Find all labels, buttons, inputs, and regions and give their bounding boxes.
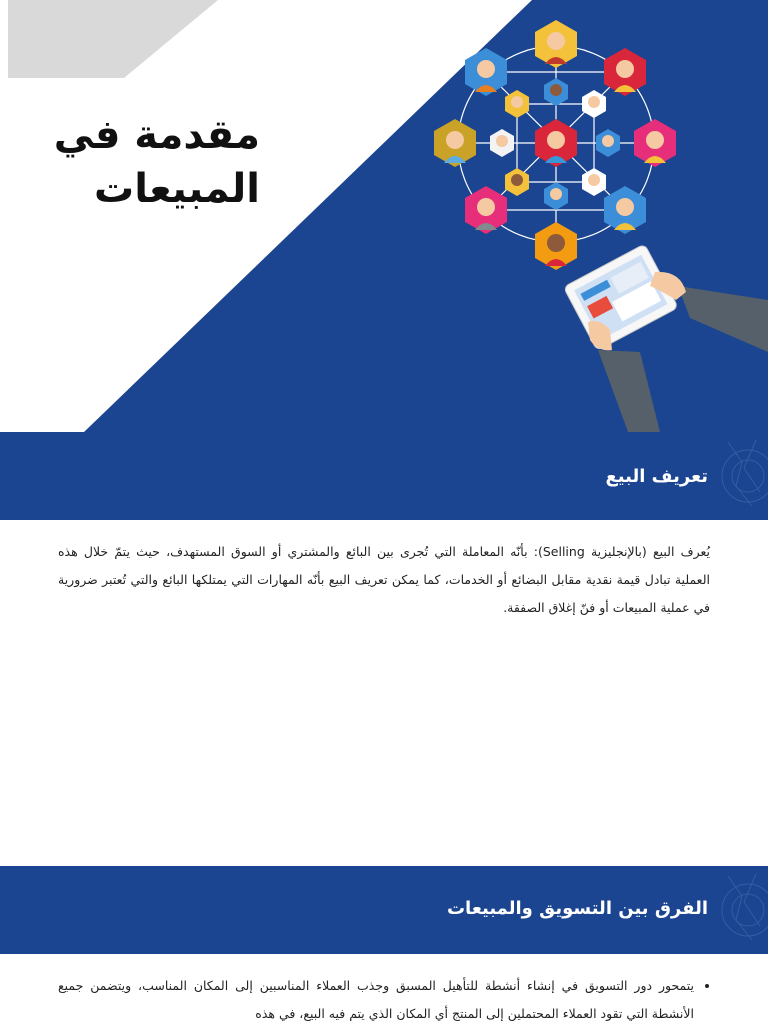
pattern-decoration-icon	[708, 866, 768, 954]
navy-triangle	[84, 0, 768, 432]
title-line-1: مقدمة في	[53, 112, 260, 158]
section-header-definition	[0, 432, 768, 520]
page-title	[20, 108, 260, 216]
section-heading: الفرق بين التسويق والمبيعات	[446, 898, 708, 919]
difference-bullet-list	[58, 972, 710, 1028]
section-heading: تعريف البيع	[605, 466, 708, 487]
title-line-2: المبيعات	[94, 166, 260, 212]
pattern-decoration-icon	[708, 432, 768, 520]
definition-paragraph: يُعرف البيع (بالإنجليزية Selling): بأنّه المعاملة التي تُجرى بين البائع والمشتري أو السوق المستهدف، حيث يتمّ خلال هذه العملية تبادل قيمة نقدية مقابل البضائع أو الخدمات، كما يمكن تعريف البيع بأنّه المهارات التي يمتلكها البائع والتي تُعتبر ضرورية في عملية المبيعات أو فنّ إغلاق الصفقة.	[58, 544, 711, 615]
gray-tab-shape	[8, 0, 218, 78]
list-item: • يتمحور دور التسويق في إنشاء أنشطة للتأهيل المسبق وجذب العملاء المناسبين إلى المكان المناسب، ويتضمن جميع الأنشطة التي تقود العملاء المحتملين إلى المنتج أي المكان الذي يتم فيه البيع، في هذه	[58, 972, 694, 1028]
section-header-difference	[0, 866, 768, 954]
hero-section	[0, 0, 768, 432]
hero-illustration	[0, 0, 768, 432]
